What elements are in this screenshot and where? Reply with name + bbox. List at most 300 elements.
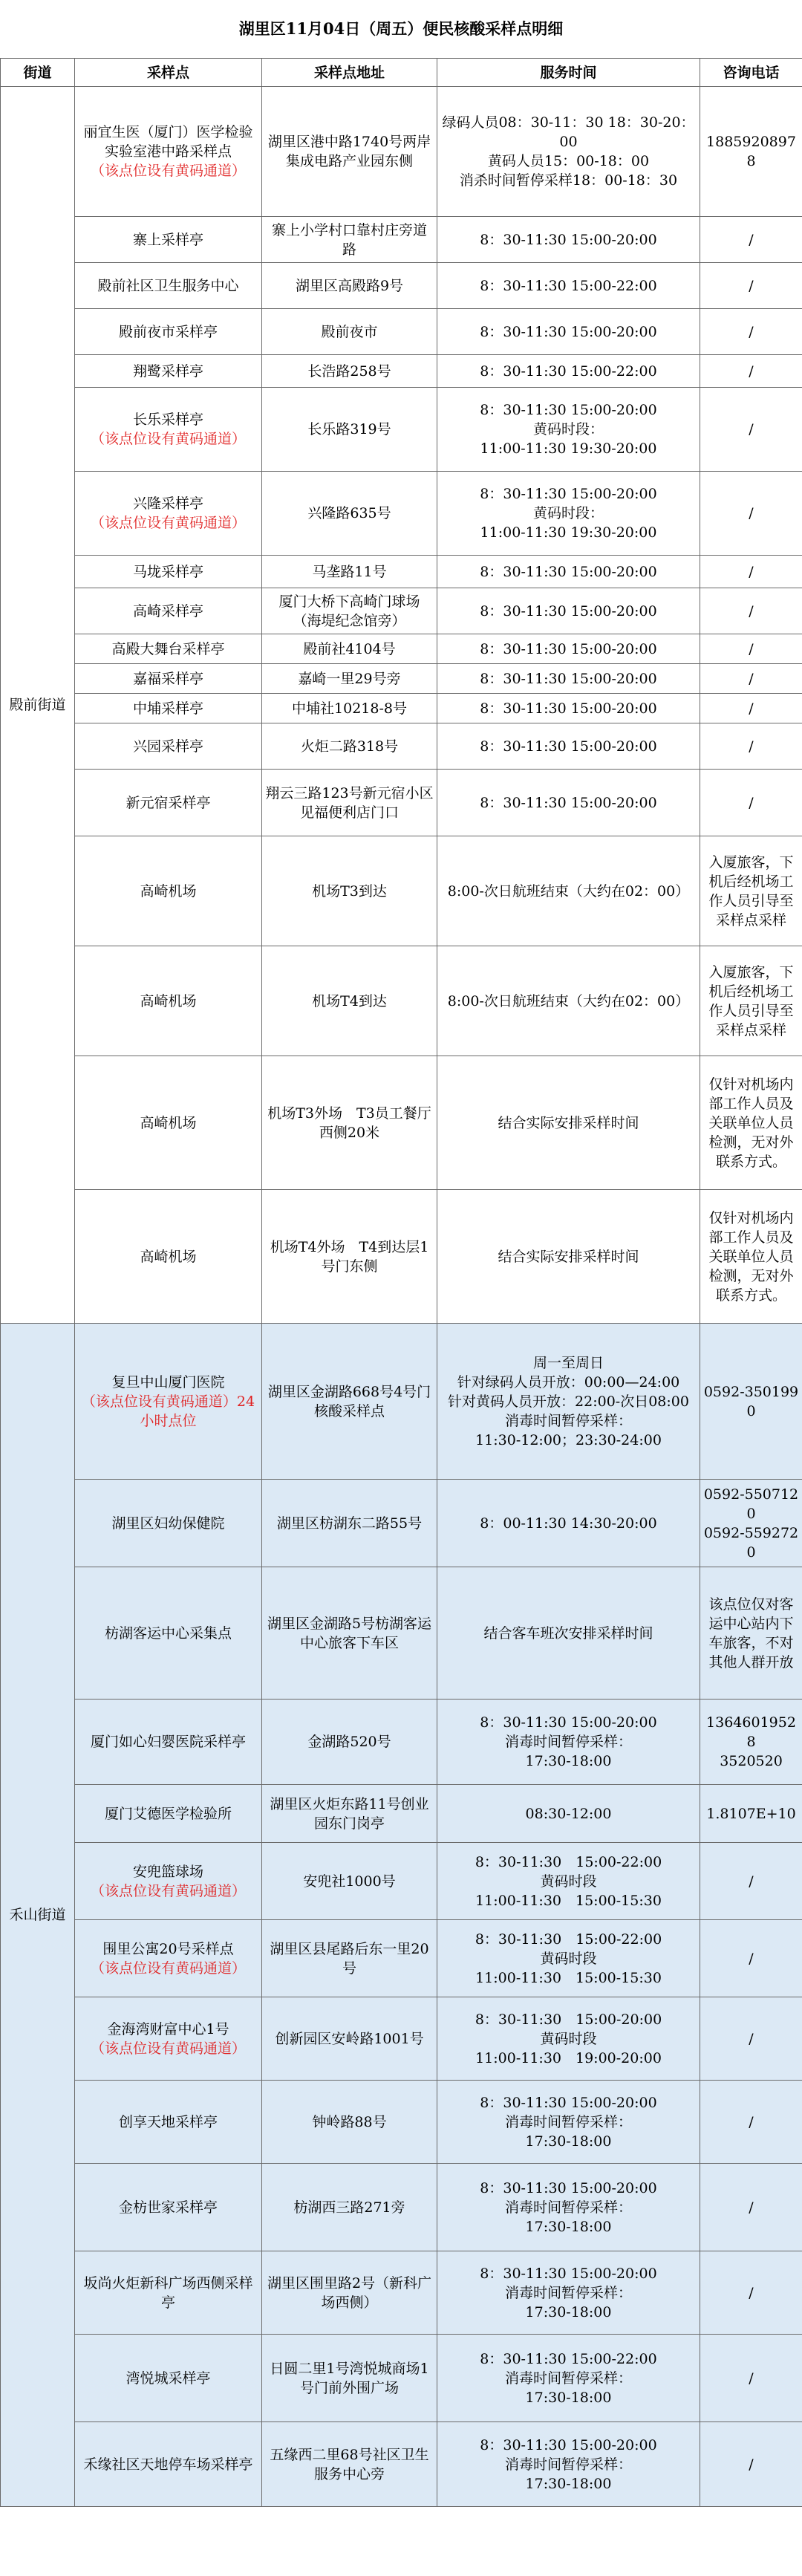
address-cell [262, 263, 437, 309]
address-cell [262, 2335, 437, 2422]
phone-cell-line: / [749, 421, 754, 438]
address-cell-line: 湖里区火炬东路11号创业园东门岗亭 [270, 1795, 429, 1832]
site-cell [75, 723, 262, 770]
yellow-code-channel-note: （该点位设有黄码通道） [90, 515, 246, 531]
phone-cell [700, 217, 802, 263]
address-cell [262, 588, 437, 634]
phone-cell [700, 946, 802, 1056]
phone-cell-line: / [749, 1873, 754, 1890]
phone-cell [700, 2251, 802, 2335]
address-cell-line: 机场T3到达 [312, 882, 387, 900]
district-cell: 禾山街道 [1, 1324, 75, 2507]
table-row [1, 309, 802, 355]
phone-cell [700, 1920, 802, 1997]
table-row [1, 946, 802, 1056]
table-row [1, 1324, 802, 1480]
phone-cell-line: 入厦旅客，下机后经机场工作人员引导至采样点采样 [708, 963, 794, 1038]
service-time-cell-line: 8：30-11:30 15:00-20:00 [480, 2436, 657, 2453]
phone-cell-line: / [749, 2199, 754, 2216]
address-cell-line: 长乐路319号 [307, 421, 391, 438]
phone-cell [700, 1324, 802, 1480]
table-row [1, 1567, 802, 1700]
address-cell [262, 2164, 437, 2251]
service-time-cell-line: 黄码人员15：00-18：00 [487, 153, 650, 169]
address-cell [262, 946, 437, 1056]
phone-cell-line: / [749, 563, 754, 580]
phone-cell [700, 770, 802, 836]
site-cell [75, 1567, 262, 1700]
site-cell-line: 高崎机场 [140, 1114, 197, 1131]
service-time-cell [437, 770, 700, 836]
phone-cell [700, 2081, 802, 2164]
address-cell-line: 安兜社1000号 [303, 1873, 396, 1890]
district-cell: 殿前街道 [1, 87, 75, 1324]
service-time-cell [437, 1920, 700, 1997]
table-row [1, 263, 802, 309]
header-phone: 咨询电话 [700, 59, 802, 87]
table-row [1, 1843, 802, 1920]
phone-cell [700, 634, 802, 664]
service-time-cell-line: 8：30-11:30 15:00-20:00 [475, 2011, 662, 2028]
service-time-cell-line: 消毒时间暂停采样： [504, 1412, 632, 1429]
site-cell-line: 厦门艾德医学检验所 [104, 1805, 232, 1822]
service-time-cell-line: 黄码时段 [540, 1950, 597, 1967]
service-time-cell-line: 17:30-18:00 [525, 2303, 612, 2320]
site-cell [75, 472, 262, 556]
table-row [1, 2081, 802, 2164]
address-cell-line: 火炬二路318号 [300, 738, 399, 755]
service-time-cell-line: 8：30-11:30 15:00-20:00 [480, 323, 657, 340]
site-cell-line: 高崎机场 [140, 992, 197, 1009]
service-time-cell-line: 8：00-11:30 14:30-20:00 [480, 1515, 657, 1532]
site-cell-line: 湖里区妇幼保健院 [111, 1515, 225, 1532]
address-cell-line: 湖里区枋湖东二路55号 [276, 1515, 423, 1532]
site-cell [75, 556, 262, 588]
table-row [1, 694, 802, 723]
address-cell [262, 634, 437, 664]
table-row [1, 2335, 802, 2422]
service-time-cell-line: 8：30-11:30 15:00-20:00 [480, 563, 657, 580]
service-time-cell-line: 17:30-18:00 [525, 2218, 612, 2235]
service-time-cell [437, 87, 700, 217]
address-cell [262, 1480, 437, 1567]
phone-cell [700, 2335, 802, 2422]
site-cell [75, 1843, 262, 1920]
phone-cell [700, 87, 802, 217]
address-cell-line: 马垄路11号 [312, 563, 387, 580]
site-cell-line: 高崎机场 [140, 1248, 197, 1265]
service-time-cell-line: 8：30-11:30 15:00-22:00 [475, 1853, 662, 1870]
address-cell-line: 殿前社4104号 [303, 640, 396, 657]
site-cell [75, 2422, 262, 2507]
service-time-cell-line: 11:00-11:30 19:30-20:00 [480, 440, 657, 457]
service-time-cell [437, 556, 700, 588]
site-cell [75, 263, 262, 309]
phone-cell [700, 1480, 802, 1567]
table-row [1, 588, 802, 634]
site-cell [75, 309, 262, 355]
table-row [1, 634, 802, 664]
phone-cell-line: / [749, 738, 754, 755]
address-cell-line: 五缘西二里68号社区卫生服务中心旁 [270, 2446, 429, 2482]
address-cell [262, 87, 437, 217]
service-time-cell-line: 17:30-18:00 [525, 2133, 612, 2150]
service-time-cell [437, 1567, 700, 1700]
site-cell [75, 946, 262, 1056]
table-row [1, 1056, 802, 1190]
address-cell-line: 机场T4到达 [312, 992, 387, 1009]
table-row [1, 1700, 802, 1785]
service-time-cell-line: 黄码时段： [532, 505, 604, 521]
address-cell-line: 长浩路258号 [307, 362, 391, 380]
phone-cell-line: / [749, 2113, 754, 2130]
table-row [1, 1480, 802, 1567]
address-cell-line: 创新园区安岭路1001号 [275, 2030, 424, 2047]
address-cell [262, 1190, 437, 1324]
address-cell-line: 中埔社10218-8号 [292, 700, 407, 717]
site-cell [75, 2081, 262, 2164]
site-cell-line: 寨上采样亭 [132, 231, 203, 248]
site-cell [75, 1056, 262, 1190]
table-header [1, 59, 802, 87]
phone-cell-line: / [749, 2030, 754, 2047]
service-time-cell [437, 836, 700, 946]
service-time-cell-line: 消毒时间暂停采样： [504, 2456, 632, 2473]
site-cell-line: 马垅采样亭 [132, 563, 203, 580]
table-row [1, 723, 802, 770]
service-time-cell-line: 黄码时段： [532, 421, 604, 438]
service-time-cell [437, 2422, 700, 2507]
site-cell [75, 1700, 262, 1785]
phone-cell-line: 仅针对机场内部工作人员及关联单位人员检测，无对外联系方式。 [708, 1209, 794, 1304]
service-time-cell-line: 黄码时段 [540, 2030, 597, 2047]
service-time-cell [437, 2251, 700, 2335]
service-time-cell-line: 针对绿码人员开放：00:00—24:00 [457, 1373, 680, 1391]
phone-cell-line: / [749, 640, 754, 657]
phone-cell [700, 2422, 802, 2507]
site-cell [75, 1190, 262, 1324]
service-time-cell [437, 1700, 700, 1785]
phone-cell-line: 0592-5507120 [703, 1486, 799, 1522]
phone-cell [700, 1190, 802, 1324]
service-time-cell [437, 472, 700, 556]
phone-cell [700, 1843, 802, 1920]
address-cell [262, 388, 437, 472]
address-cell [262, 2422, 437, 2507]
site-cell [75, 770, 262, 836]
table-row [1, 770, 802, 836]
site-cell-line: 翔鹭采样亭 [132, 362, 203, 380]
service-time-cell-line: 8:00-次日航班结束（大约在02：00） [447, 882, 690, 900]
phone-cell [700, 472, 802, 556]
header-district: 街道 [1, 59, 75, 87]
phone-cell [700, 836, 802, 946]
address-cell [262, 1700, 437, 1785]
phone-cell-line: 该点位仅对客运中心站内下车旅客，不对其他人群开放 [708, 1596, 794, 1671]
table-row [1, 1190, 802, 1324]
service-time-cell-line: 消毒时间暂停采样： [504, 2199, 632, 2216]
service-time-cell-line: 8：30-11:30 15:00-20:00 [480, 738, 657, 755]
service-time-cell [437, 2081, 700, 2164]
phone-cell-line: / [749, 2284, 754, 2301]
service-time-cell [437, 1480, 700, 1567]
site-cell-line: 殿前社区卫生服务中心 [97, 277, 239, 294]
yellow-code-channel-note: （该点位设有黄码通道） [90, 163, 246, 179]
address-cell [262, 556, 437, 588]
table-row [1, 2251, 802, 2335]
service-time-cell-line: 11:00-11:30 15:00-15:30 [475, 1969, 662, 1986]
site-cell [75, 664, 262, 694]
address-cell-line: 翔云三路123号新元宿小区见福便利店门口 [265, 784, 434, 821]
yellow-code-channel-note: （该点位设有黄码通道） [90, 431, 246, 447]
site-cell-line: 厦门如心妇婴医院采样亭 [90, 1734, 246, 1750]
site-cell [75, 1480, 262, 1567]
service-time-cell-line: 8：30-11:30 15:00-20:00 [480, 2179, 657, 2196]
site-cell-line: 嘉福采样亭 [132, 670, 203, 687]
service-time-cell-line: 11:00-11:30 19:00-20:00 [475, 2049, 662, 2066]
site-cell-line: 金枋世家采样亭 [118, 2199, 218, 2216]
service-time-cell-line: 8：30-11:30 15:00-20:00 [480, 486, 657, 502]
address-cell [262, 1785, 437, 1843]
phone-cell [700, 1997, 802, 2081]
service-time-cell [437, 1843, 700, 1920]
service-time-cell [437, 1056, 700, 1190]
phone-cell-line: / [749, 670, 754, 687]
phone-cell-line: / [749, 1950, 754, 1967]
service-time-cell-line: 8：30-11:30 15:00-20:00 [480, 640, 657, 657]
site-cell-line: 兴隆采样亭 [132, 495, 203, 512]
address-cell-line: 兴隆路635号 [307, 505, 391, 521]
site-cell-line: 枋湖客运中心采集点 [104, 1624, 232, 1642]
service-time-cell [437, 2335, 700, 2422]
site-cell-line: 高殿大舞台采样亭 [111, 640, 225, 657]
table-row [1, 388, 802, 472]
service-time-cell [437, 634, 700, 664]
phone-cell [700, 263, 802, 309]
address-cell-line: 寨上小学村口靠村庄旁道路 [271, 221, 427, 258]
header-service-time: 服务时间 [437, 59, 700, 87]
table-row [1, 556, 802, 588]
service-time-cell-line: 绿码人员08：30-11：30 18：30-20：00 [442, 114, 695, 150]
site-cell-line: 围里公寓20号采样点 [102, 1940, 234, 1957]
site-cell-line: 殿前夜市采样亭 [118, 323, 218, 340]
table-row [1, 1997, 802, 2081]
site-cell-line: 兴园采样亭 [132, 738, 203, 755]
site-cell-line: 丽宜生医（厦门）医学检验实验室港中路采样点 [83, 124, 253, 160]
service-time-cell-line: 17:30-18:00 [525, 1753, 612, 1769]
service-time-cell [437, 1997, 700, 2081]
address-cell-line: 金湖路520号 [307, 1734, 391, 1750]
service-time-cell-line: 消毒时间暂停采样： [504, 1734, 632, 1750]
site-cell [75, 588, 262, 634]
phone-cell [700, 388, 802, 472]
address-cell [262, 836, 437, 946]
site-cell [75, 694, 262, 723]
service-time-cell [437, 946, 700, 1056]
service-time-cell-line: 8：30-11:30 15:00-20:00 [480, 700, 657, 717]
header-row [1, 59, 802, 87]
table-row [1, 836, 802, 946]
site-cell-line: 中埔采样亭 [132, 700, 203, 717]
site-cell [75, 2251, 262, 2335]
phone-cell [700, 1567, 802, 1700]
service-time-cell [437, 664, 700, 694]
table-row [1, 664, 802, 694]
address-cell [262, 694, 437, 723]
service-time-cell-line: 8：30-11:30 15:00-20:00 [480, 231, 657, 248]
site-cell-line: 禾缘社区天地停车场采样亭 [83, 2456, 253, 2473]
address-cell [262, 1324, 437, 1480]
site-cell [75, 1997, 262, 2081]
site-cell-line: 创享天地采样亭 [118, 2113, 218, 2130]
phone-cell-line: / [749, 505, 754, 521]
phone-cell-line: / [749, 277, 754, 294]
phone-cell [700, 355, 802, 388]
site-cell [75, 388, 262, 472]
service-time-cell-line: 8：30-11:30 15:00-20:00 [480, 670, 657, 687]
service-time-cell-line: 8：30-11:30 15:00-22:00 [480, 362, 657, 380]
service-time-cell-line: 8:00-次日航班结束（大约在02：00） [447, 992, 690, 1009]
service-time-cell [437, 309, 700, 355]
address-cell [262, 770, 437, 836]
address-cell [262, 2081, 437, 2164]
site-cell [75, 1785, 262, 1843]
phone-cell [700, 309, 802, 355]
service-time-cell-line: 8：30-11:30 15:00-22:00 [480, 277, 657, 294]
service-time-cell [437, 1785, 700, 1843]
service-time-cell-line: 17:30-18:00 [525, 2475, 612, 2492]
service-time-cell [437, 355, 700, 388]
service-time-cell [437, 217, 700, 263]
site-cell [75, 2335, 262, 2422]
phone-cell-line: 仅针对机场内部工作人员及关联单位人员检测，无对外联系方式。 [708, 1076, 794, 1170]
service-time-cell-line: 消毒时间暂停采样： [504, 2370, 632, 2387]
service-time-cell-line: 8：30-11:30 15:00-20:00 [480, 402, 657, 418]
site-cell [75, 1920, 262, 1997]
sampling-sites-table [0, 58, 802, 2507]
site-cell [75, 217, 262, 263]
phone-cell-line: / [749, 2456, 754, 2473]
page-title: 湖里区11月04日（周五）便民核酸采样点明细 [238, 19, 564, 38]
service-time-cell [437, 723, 700, 770]
service-time-cell-line: 针对黄码人员开放：22:00-次日08:00 [448, 1393, 689, 1410]
address-cell-line: 机场T4外场 T4到达层1号门东侧 [270, 1238, 429, 1275]
table-row [1, 355, 802, 388]
site-cell-line: 长乐采样亭 [132, 412, 203, 428]
service-time-cell [437, 2164, 700, 2251]
service-time-cell-line: 8：30-11:30 15:00-20:00 [480, 794, 657, 811]
address-cell [262, 472, 437, 556]
service-time-cell-line: 8：30-11:30 15:00-20:00 [480, 2094, 657, 2111]
address-cell [262, 217, 437, 263]
service-time-cell-line: 消毒时间暂停采样： [504, 2113, 632, 2130]
yellow-code-channel-note: （该点位设有黄码通道） [90, 1959, 246, 1977]
phone-cell-line: / [749, 323, 754, 340]
address-cell [262, 664, 437, 694]
phone-cell-line: 入厦旅客，下机后经机场工作人员引导至采样点采样 [708, 853, 794, 928]
phone-cell-line: / [749, 362, 754, 380]
table-row [1, 2422, 802, 2507]
phone-cell-line: 18859208978 [706, 134, 796, 169]
address-cell-line: 殿前夜市 [321, 323, 378, 340]
phone-cell [700, 694, 802, 723]
address-cell [262, 1920, 437, 1997]
phone-cell [700, 588, 802, 634]
site-cell-line: 坂尚火炬新科广场西侧采样亭 [83, 2274, 253, 2311]
header-site: 采样点 [75, 59, 262, 87]
service-time-cell-line: 结合实际安排采样时间 [498, 1114, 639, 1131]
address-cell-line: 湖里区围里路2号（新科广场西侧） [267, 2274, 432, 2311]
address-cell-line: 湖里区金湖路5号枋湖客运中心旅客下车区 [267, 1615, 432, 1651]
table-row [1, 1785, 802, 1843]
site-cell-line: 安兜篮球场 [132, 1863, 203, 1880]
service-time-cell-line: 结合客车班次安排采样时间 [483, 1624, 653, 1642]
address-cell [262, 355, 437, 388]
site-cell [75, 2164, 262, 2251]
phone-cell-line: / [749, 602, 754, 619]
address-cell [262, 1567, 437, 1700]
address-cell [262, 1843, 437, 1920]
phone-cell-line: / [749, 2370, 754, 2387]
yellow-code-channel-note: （该点位设有黄码通道）24小时点位 [81, 1393, 255, 1429]
service-time-cell-line: 8：30-11:30 15:00-20:00 [480, 1714, 657, 1731]
phone-cell-line: 3520520 [720, 1753, 783, 1769]
address-cell-line: 湖里区金湖路668号4号门核酸采样点 [267, 1383, 431, 1419]
phone-cell-line: 13646019528 [706, 1714, 796, 1750]
site-cell [75, 1324, 262, 1480]
service-time-cell-line: 11:30-12:00；23:30-24:00 [475, 1431, 662, 1448]
yellow-code-channel-note: （该点位设有黄码通道） [90, 2040, 246, 2057]
address-cell-line: 机场T3外场 T3员工餐厅西侧20米 [267, 1105, 431, 1141]
phone-cell-line: / [749, 794, 754, 811]
service-time-cell-line: 黄码时段 [540, 1873, 597, 1890]
table-row [1, 472, 802, 556]
phone-cell [700, 723, 802, 770]
service-time-cell [437, 694, 700, 723]
site-cell [75, 355, 262, 388]
site-cell-line: 新元宿采样亭 [125, 794, 211, 811]
phone-cell [700, 1785, 802, 1843]
phone-cell-line: / [749, 231, 754, 248]
table-row [1, 217, 802, 263]
service-time-cell [437, 263, 700, 309]
service-time-cell [437, 1324, 700, 1480]
service-time-cell-line: 8：30-11:30 15:00-22:00 [475, 1931, 662, 1948]
service-time-cell [437, 1190, 700, 1324]
address-cell [262, 1056, 437, 1190]
table-row [1, 1920, 802, 1997]
address-cell-line: 钟岭路88号 [312, 2113, 387, 2130]
service-time-cell-line: 8：30-11:30 15:00-22:00 [480, 2350, 657, 2367]
address-cell [262, 2251, 437, 2335]
yellow-code-channel-note: （该点位设有黄码通道） [90, 1882, 246, 1899]
service-time-cell-line: 结合实际安排采样时间 [498, 1248, 639, 1265]
site-cell-line: 高崎机场 [140, 882, 197, 900]
address-cell-line: 嘉崎一里29号旁 [298, 670, 401, 687]
phone-cell [700, 1700, 802, 1785]
service-time-cell-line: 08:30-12:00 [525, 1805, 612, 1822]
address-cell-line: 湖里区县尾路后东一里20号 [270, 1940, 429, 1977]
phone-cell-line: 0592-5592720 [703, 1524, 799, 1561]
site-cell [75, 836, 262, 946]
address-cell-line: 日圆二里1号湾悦城商场1号门前外围广场 [270, 2360, 429, 2396]
table-row [1, 87, 802, 217]
address-cell-line: 湖里区港中路1740号两岸集成电路产业园东侧 [267, 134, 431, 169]
service-time-cell-line: 消毒时间暂停采样： [504, 2284, 632, 2301]
service-time-cell [437, 388, 700, 472]
site-cell [75, 87, 262, 217]
site-cell-line: 金海湾财富中心1号 [107, 2020, 229, 2037]
